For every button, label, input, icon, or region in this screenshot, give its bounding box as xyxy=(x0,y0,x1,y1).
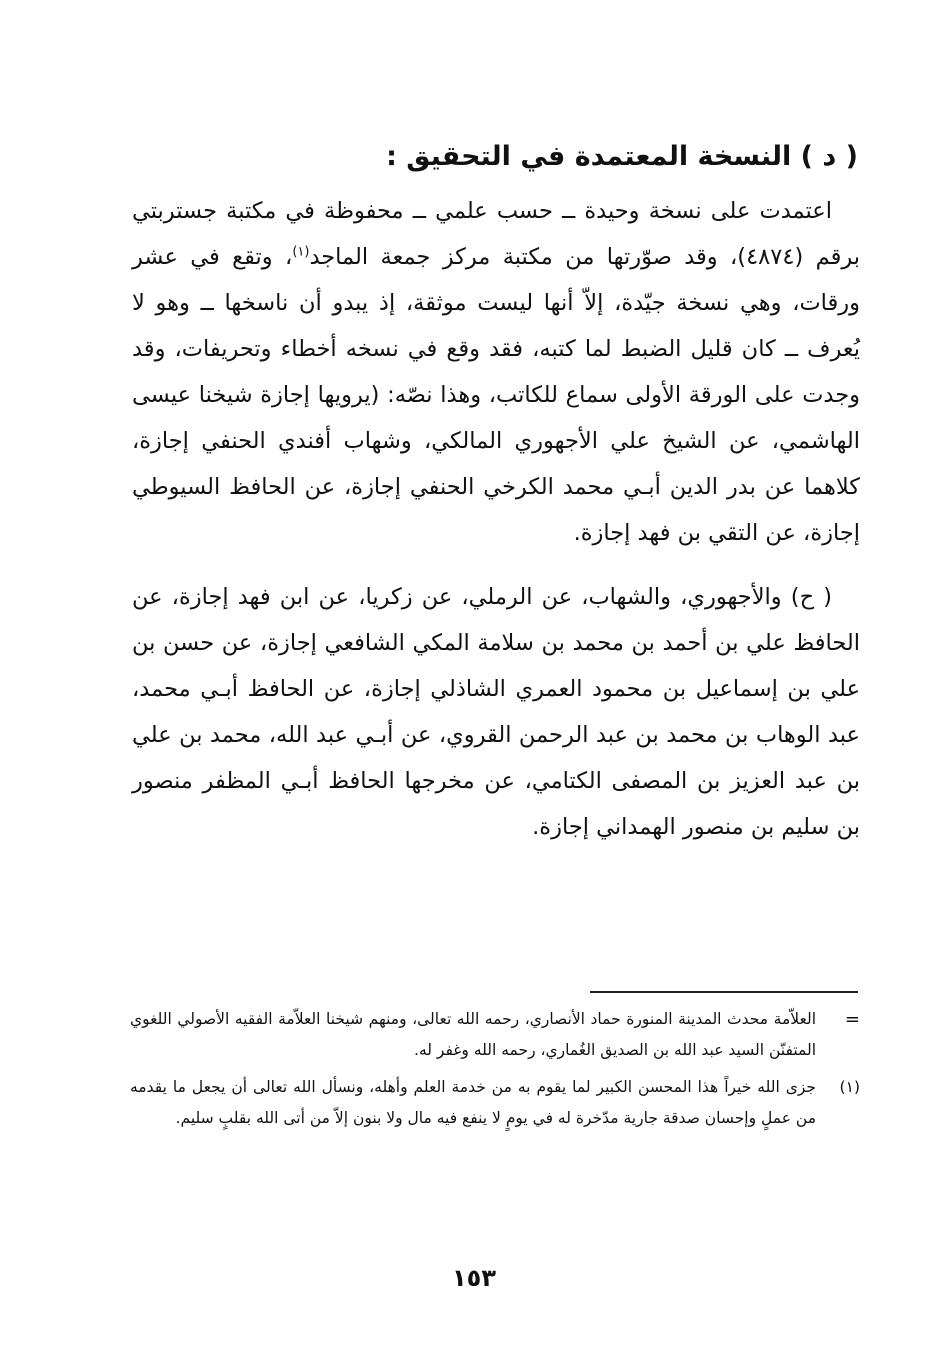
footnote-1 xyxy=(130,1072,860,1134)
footnote-continued xyxy=(130,1004,860,1066)
footnote-reference: (١) xyxy=(292,244,310,260)
continuation-mark: = xyxy=(844,1009,860,1030)
section-heading: ( د ) النسخة المعتمدة في التحقيق : xyxy=(386,141,858,172)
footnote-number: (١) xyxy=(839,1078,860,1096)
paragraph-text-part1: اعتمدت على نسخة وحيدة ــ حسب علمي ــ محفوظة في مكتبة جستربتي برقم (٤٨٧٤)، وقد صوّرتها من مكتبة مركز جمعة الماجد xyxy=(132,198,861,270)
footnote-separator xyxy=(590,991,858,993)
paragraph-text-part2: ، وتقع في عشر ورقات، وهي نسخة جيّدة، إلاّ أنها ليست موثقة، إذ يبدو أن ناسخها ــ وهو لا يُعرف ــ كان قليل الضبط لما كتبه، فقد وقع في نسخه أخطاء وتحريفات، وقد وجدت على الورقة الأولى سماع للكاتب، وهذا نصّه: (يرويها إجازة شيخنا عيسى الهاشمي، عن الشيخ علي الأجهوري المالكي، وشهاب أفندي الحنفي إجازة، كلاهما عن بدر الدين أبـي محمد الكرخي الحنفي إجازة، عن الحافظ السيوطي إجازة، عن التقي بن فهد إجازة. xyxy=(132,244,860,546)
main-text xyxy=(132,188,860,850)
footnote-text: العلاّمة محدث المدينة المنورة حماد الأنصاري، رحمه الله تعالى، ومنهم شيخنا العلاّمة الفقيه الأصولي اللغوي المتفنّن السيد عبد الله بن الصديق الغُماري، رحمه الله وغفر له. xyxy=(130,1010,816,1059)
footnotes xyxy=(130,1004,860,1134)
page-number: ١٥٣ xyxy=(452,1264,496,1292)
paragraph-chain-of-transmission: ( ح) والأجهوري، والشهاب، عن الرملي، عن زكريا، عن ابن فهد إجازة، عن الحافظ علي بن أحمد بن محمد بن سلامة المكي الشافعي إجازة، عن حسن بن علي بن إسماعيل بن محمود العمري الشاذلي إجازة، عن الحافظ أبـي محمد، عبد الوهاب بن محمد بن عبد الرحمن القروي، عن أبـي عبد الله، محمد بن علي بن عبد العزيز بن المصفى الكتامي، عن مخرجها الحافظ أبـي المظفر منصور بن سليم بن منصور الهمداني إجازة. xyxy=(132,584,860,840)
footnote-text: جزى الله خيراً هذا المحسن الكبير لما يقوم به من خدمة العلم وأهله، ونسأل الله تعالى أن يجعل ما يقدمه من عملٍ وإحسان صدقة جارية مدّخرة له في يومٍ لا ينفع فيه مال ولا بنون إلاّ من أتى الله بقلبٍ سليم. xyxy=(130,1078,816,1127)
paragraph-manuscript-description xyxy=(132,188,860,556)
